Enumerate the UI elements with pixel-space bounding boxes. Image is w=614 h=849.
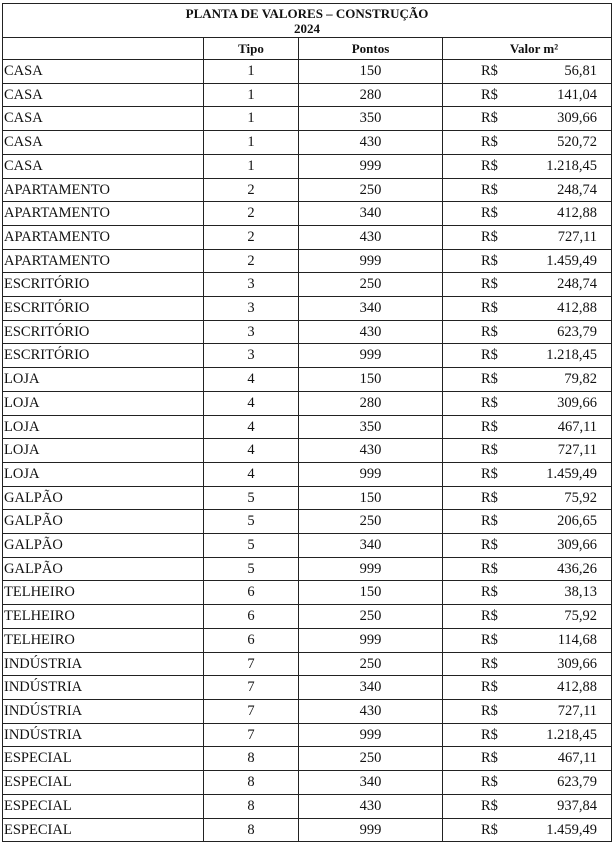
cell-descricao: CASA — [3, 60, 204, 84]
cell-valor — [443, 225, 612, 249]
title-text: PLANTA DE VALORES – CONSTRUÇÃO — [185, 6, 429, 21]
cell-descricao: ESCRITÓRIO — [3, 273, 204, 297]
valor-amount: 1.218,45 — [546, 347, 598, 364]
cell-pontos: 430 — [299, 699, 443, 723]
valor-amount: 38,13 — [564, 584, 598, 601]
table-row — [3, 391, 612, 415]
cell-descricao: GALPÃO — [3, 534, 204, 558]
cell-valor — [443, 747, 612, 771]
cell-pontos: 280 — [299, 391, 443, 415]
cell-valor — [443, 534, 612, 558]
currency-symbol: R$ — [481, 750, 498, 767]
table-row — [3, 723, 612, 747]
title-row — [3, 4, 612, 38]
cell-pontos: 340 — [299, 534, 443, 558]
cell-pontos: 250 — [299, 273, 443, 297]
cell-descricao: ESPECIAL — [3, 794, 204, 818]
cell-valor — [443, 652, 612, 676]
cell-valor — [443, 60, 612, 84]
cell-tipo: 2 — [204, 225, 299, 249]
cell-tipo: 7 — [204, 652, 299, 676]
cell-valor — [443, 510, 612, 534]
cell-descricao: APARTAMENTO — [3, 249, 204, 273]
table-body — [3, 60, 612, 842]
cell-tipo: 1 — [204, 154, 299, 178]
cell-tipo: 5 — [204, 557, 299, 581]
currency-symbol: R$ — [481, 702, 498, 719]
cell-descricao: ESCRITÓRIO — [3, 344, 204, 368]
currency-symbol: R$ — [481, 442, 498, 459]
cell-pontos: 340 — [299, 202, 443, 226]
currency-symbol: R$ — [481, 631, 498, 648]
valores-table — [2, 3, 612, 842]
cell-pontos: 430 — [299, 131, 443, 155]
cell-valor — [443, 415, 612, 439]
cell-descricao: CASA — [3, 154, 204, 178]
valor-amount: 309,66 — [557, 394, 598, 411]
currency-symbol: R$ — [481, 418, 498, 435]
cell-pontos: 150 — [299, 486, 443, 510]
valor-amount: 114,68 — [557, 631, 598, 648]
valor-amount: 467,11 — [557, 750, 598, 767]
cell-tipo: 4 — [204, 415, 299, 439]
cell-valor — [443, 439, 612, 463]
cell-descricao: ESCRITÓRIO — [3, 320, 204, 344]
table-title — [3, 4, 612, 38]
cell-descricao: INDÚSTRIA — [3, 699, 204, 723]
table-row — [3, 202, 612, 226]
cell-pontos: 999 — [299, 154, 443, 178]
cell-tipo: 6 — [204, 605, 299, 629]
cell-valor — [443, 344, 612, 368]
cell-descricao: ESPECIAL — [3, 771, 204, 795]
valor-amount: 412,88 — [557, 300, 598, 317]
cell-descricao: ESPECIAL — [3, 747, 204, 771]
cell-tipo: 3 — [204, 320, 299, 344]
currency-symbol: R$ — [481, 608, 498, 625]
valor-amount: 1.459,49 — [546, 252, 598, 269]
cell-valor — [443, 107, 612, 131]
cell-valor — [443, 676, 612, 700]
table-row — [3, 510, 612, 534]
table-row — [3, 131, 612, 155]
valor-amount: 412,88 — [557, 679, 598, 696]
currency-symbol: R$ — [481, 537, 498, 554]
cell-tipo: 7 — [204, 699, 299, 723]
cell-descricao: LOJA — [3, 439, 204, 463]
cell-valor — [443, 154, 612, 178]
cell-tipo: 5 — [204, 510, 299, 534]
table-row — [3, 581, 612, 605]
cell-descricao: GALPÃO — [3, 510, 204, 534]
table-row — [3, 107, 612, 131]
table-row — [3, 676, 612, 700]
header-valor: Valor m² — [443, 38, 612, 60]
document-page — [2, 3, 611, 842]
cell-tipo: 1 — [204, 60, 299, 84]
currency-symbol: R$ — [481, 181, 498, 198]
valor-amount: 56,81 — [564, 63, 598, 79]
cell-valor — [443, 771, 612, 795]
cell-valor — [443, 462, 612, 486]
table-row — [3, 557, 612, 581]
cell-tipo: 2 — [204, 202, 299, 226]
cell-valor — [443, 818, 612, 842]
cell-tipo: 8 — [204, 818, 299, 842]
currency-symbol: R$ — [481, 726, 498, 743]
valor-amount: 520,72 — [557, 134, 598, 151]
cell-tipo: 1 — [204, 107, 299, 131]
cell-tipo: 7 — [204, 723, 299, 747]
valor-amount: 309,66 — [557, 655, 598, 672]
currency-symbol: R$ — [481, 774, 498, 791]
valor-amount: 309,66 — [557, 537, 598, 554]
cell-descricao: INDÚSTRIA — [3, 676, 204, 700]
table-row — [3, 652, 612, 676]
table-row — [3, 534, 612, 558]
cell-valor — [443, 273, 612, 297]
table-row — [3, 344, 612, 368]
valor-amount: 412,88 — [557, 205, 598, 222]
currency-symbol: R$ — [481, 513, 498, 530]
cell-tipo: 6 — [204, 628, 299, 652]
title-year: 2024 — [294, 20, 321, 36]
currency-symbol: R$ — [481, 86, 498, 103]
cell-pontos: 999 — [299, 557, 443, 581]
currency-symbol: R$ — [481, 584, 498, 601]
cell-valor — [443, 202, 612, 226]
cell-tipo: 1 — [204, 131, 299, 155]
valor-amount: 1.218,45 — [546, 157, 598, 174]
table-row — [3, 249, 612, 273]
cell-valor — [443, 391, 612, 415]
currency-symbol: R$ — [481, 110, 498, 127]
cell-pontos: 430 — [299, 794, 443, 818]
header-pontos: Pontos — [299, 38, 443, 60]
table-row — [3, 154, 612, 178]
valor-amount: 727,11 — [557, 228, 598, 245]
valor-amount: 623,79 — [557, 774, 598, 791]
header-descricao — [3, 38, 204, 60]
cell-pontos: 999 — [299, 249, 443, 273]
table-row — [3, 60, 612, 84]
valor-amount: 623,79 — [557, 323, 598, 340]
valor-amount: 436,26 — [557, 560, 598, 577]
cell-pontos: 999 — [299, 723, 443, 747]
table-row — [3, 818, 612, 842]
cell-tipo: 4 — [204, 462, 299, 486]
table-row — [3, 439, 612, 463]
cell-pontos: 340 — [299, 676, 443, 700]
cell-descricao: INDÚSTRIA — [3, 652, 204, 676]
cell-valor — [443, 320, 612, 344]
currency-symbol: R$ — [481, 276, 498, 293]
cell-pontos: 999 — [299, 344, 443, 368]
cell-descricao: INDÚSTRIA — [3, 723, 204, 747]
cell-tipo: 7 — [204, 676, 299, 700]
table-row — [3, 747, 612, 771]
cell-valor — [443, 628, 612, 652]
valor-amount: 309,66 — [557, 110, 598, 127]
cell-descricao: LOJA — [3, 391, 204, 415]
cell-descricao: CASA — [3, 83, 204, 107]
table-row — [3, 83, 612, 107]
cell-descricao: LOJA — [3, 462, 204, 486]
cell-valor — [443, 557, 612, 581]
cell-tipo: 5 — [204, 534, 299, 558]
cell-pontos: 150 — [299, 60, 443, 84]
cell-pontos: 430 — [299, 225, 443, 249]
cell-valor — [443, 131, 612, 155]
cell-valor — [443, 605, 612, 629]
table-row — [3, 771, 612, 795]
table-row — [3, 605, 612, 629]
currency-symbol: R$ — [481, 347, 498, 364]
cell-tipo: 1 — [204, 83, 299, 107]
cell-tipo: 4 — [204, 368, 299, 392]
table-row — [3, 486, 612, 510]
cell-pontos: 430 — [299, 320, 443, 344]
valor-amount: 937,84 — [557, 797, 598, 814]
cell-valor — [443, 581, 612, 605]
cell-pontos: 250 — [299, 652, 443, 676]
currency-symbol: R$ — [481, 679, 498, 696]
cell-descricao: LOJA — [3, 415, 204, 439]
table-row — [3, 628, 612, 652]
cell-pontos: 350 — [299, 415, 443, 439]
cell-pontos: 250 — [299, 510, 443, 534]
valor-amount: 727,11 — [557, 442, 598, 459]
cell-pontos: 999 — [299, 628, 443, 652]
cell-descricao: APARTAMENTO — [3, 202, 204, 226]
table-row — [3, 273, 612, 297]
cell-tipo: 2 — [204, 178, 299, 202]
cell-pontos: 340 — [299, 771, 443, 795]
valor-amount: 1.218,45 — [546, 726, 598, 743]
cell-valor — [443, 699, 612, 723]
cell-valor — [443, 794, 612, 818]
table-row — [3, 794, 612, 818]
valor-amount: 467,11 — [557, 418, 598, 435]
cell-tipo: 8 — [204, 747, 299, 771]
cell-tipo: 3 — [204, 297, 299, 321]
valor-amount: 141,04 — [557, 86, 598, 103]
cell-descricao: TELHEIRO — [3, 628, 204, 652]
cell-valor — [443, 249, 612, 273]
table-row — [3, 297, 612, 321]
currency-symbol: R$ — [481, 157, 498, 174]
cell-descricao: CASA — [3, 131, 204, 155]
cell-descricao: APARTAMENTO — [3, 225, 204, 249]
table-row — [3, 462, 612, 486]
currency-symbol: R$ — [481, 134, 498, 151]
valor-amount: 1.459,49 — [546, 821, 598, 838]
cell-pontos: 999 — [299, 462, 443, 486]
cell-pontos: 430 — [299, 439, 443, 463]
table-row — [3, 225, 612, 249]
table-row — [3, 699, 612, 723]
cell-tipo: 2 — [204, 249, 299, 273]
cell-pontos: 250 — [299, 178, 443, 202]
valor-amount: 248,74 — [557, 181, 598, 198]
currency-symbol: R$ — [481, 323, 498, 340]
cell-valor — [443, 723, 612, 747]
cell-tipo: 3 — [204, 273, 299, 297]
table-row — [3, 415, 612, 439]
currency-symbol: R$ — [481, 205, 498, 222]
valor-amount: 248,74 — [557, 276, 598, 293]
cell-pontos: 999 — [299, 818, 443, 842]
cell-descricao: CASA — [3, 107, 204, 131]
currency-symbol: R$ — [481, 228, 498, 245]
currency-symbol: R$ — [481, 371, 498, 388]
cell-descricao: LOJA — [3, 368, 204, 392]
currency-symbol: R$ — [481, 655, 498, 672]
cell-descricao: TELHEIRO — [3, 581, 204, 605]
cell-pontos: 150 — [299, 581, 443, 605]
cell-tipo: 4 — [204, 391, 299, 415]
cell-pontos: 350 — [299, 107, 443, 131]
cell-valor — [443, 297, 612, 321]
currency-symbol: R$ — [481, 560, 498, 577]
valor-amount: 206,65 — [557, 513, 598, 530]
cell-tipo: 3 — [204, 344, 299, 368]
currency-symbol: R$ — [481, 300, 498, 317]
cell-valor — [443, 368, 612, 392]
valor-amount: 727,11 — [557, 702, 598, 719]
cell-tipo: 8 — [204, 771, 299, 795]
currency-symbol: R$ — [481, 489, 498, 506]
cell-valor — [443, 83, 612, 107]
currency-symbol: R$ — [481, 252, 498, 269]
valor-amount: 75,92 — [564, 489, 598, 506]
cell-tipo: 4 — [204, 439, 299, 463]
cell-valor — [443, 178, 612, 202]
table-row — [3, 368, 612, 392]
currency-symbol: R$ — [481, 821, 498, 838]
cell-pontos: 250 — [299, 605, 443, 629]
cell-pontos: 150 — [299, 368, 443, 392]
currency-symbol: R$ — [481, 394, 498, 411]
currency-symbol: R$ — [481, 797, 498, 814]
cell-descricao: APARTAMENTO — [3, 178, 204, 202]
cell-descricao: TELHEIRO — [3, 605, 204, 629]
currency-symbol: R$ — [481, 465, 498, 482]
valor-amount: 75,92 — [564, 608, 598, 625]
cell-descricao: ESPECIAL — [3, 818, 204, 842]
cell-tipo: 6 — [204, 581, 299, 605]
valor-amount: 1.459,49 — [546, 465, 598, 482]
cell-pontos: 340 — [299, 297, 443, 321]
valor-amount: 79,82 — [564, 371, 598, 388]
cell-valor — [443, 486, 612, 510]
table-row — [3, 178, 612, 202]
currency-symbol: R$ — [481, 63, 498, 79]
cell-descricao: ESCRITÓRIO — [3, 297, 204, 321]
cell-pontos: 280 — [299, 83, 443, 107]
cell-descricao: GALPÃO — [3, 557, 204, 581]
table-row — [3, 320, 612, 344]
cell-tipo: 5 — [204, 486, 299, 510]
header-row — [3, 38, 612, 60]
cell-descricao: GALPÃO — [3, 486, 204, 510]
cell-pontos: 250 — [299, 747, 443, 771]
cell-tipo: 8 — [204, 794, 299, 818]
header-tipo: Tipo — [204, 38, 299, 60]
